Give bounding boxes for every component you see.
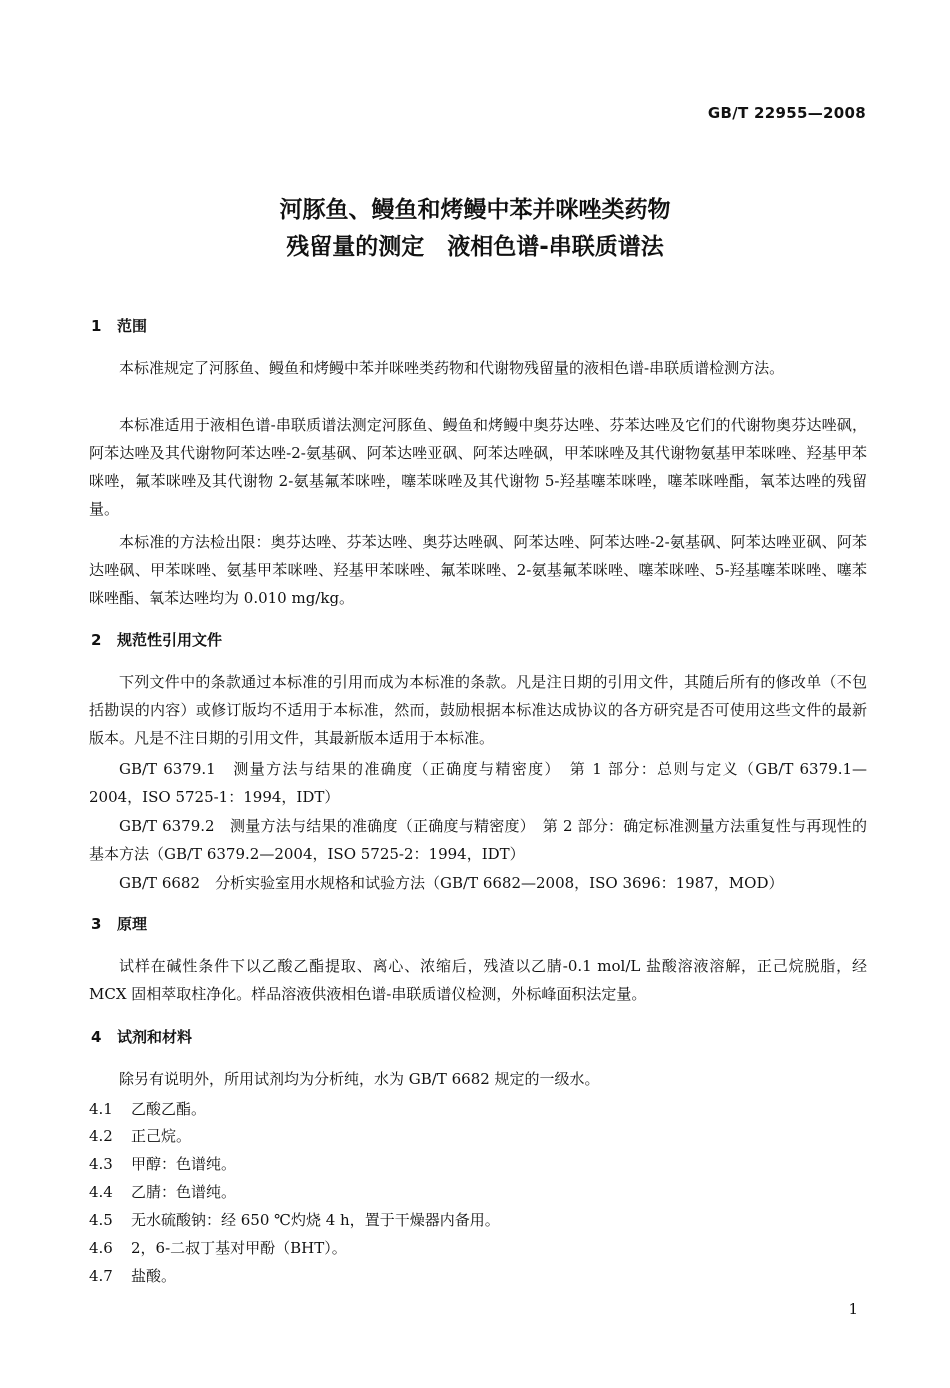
list-item: 4.3 甲醇：色谱纯。 [89,1155,237,1173]
paragraph: 本标准规定了河豚鱼、鳗鱼和烤鳗中苯并咪唑类药物和代谢物残留量的液相色谱-串联质谱检测方法。 [119,359,785,377]
list-item: 4.1 乙酸乙酯。 [89,1100,207,1118]
section-title: 试剂和材料 [117,1028,193,1046]
paragraph: 下列文件中的条款通过本标准的引用而成为本标准的条款。凡是注日期的引用文件，其随后所有的修改单（不包括勘误的内容）或修订版均不适用于本标准，然而，鼓励根据本标准达成协议的各方研究是否可使用这些文件的最新版本。凡是不注日期的引用文件，其最新版本适用于本标准。 [89,673,867,747]
section-heading-scope [91,315,147,336]
list-item: 4.6 2，6-二叔丁基对甲酚（BHT）。 [89,1239,347,1257]
page-number: 1 [848,1300,858,1318]
document-title [0,192,950,266]
section-heading-normative-references [91,629,222,650]
section-title: 规范性引用文件 [117,631,223,649]
section-heading-principle [91,913,147,934]
section-number: 1 [91,317,102,335]
section-number: 2 [91,631,102,649]
title-line-2: 残留量的测定 液相色谱-串联质谱法 [286,234,664,260]
paragraph: 试样在碱性条件下以乙酸乙酯提取、离心、浓缩后，残渣以乙腈-0.1 mol/L 盐酸溶液溶解，正己烷脱脂，经 MCX 固相萃取柱净化。样品溶液供液相色谱-串联质谱仪检测，外标峰面积法定量。 [89,957,867,1003]
list-item: 4.7 盐酸。 [89,1267,177,1285]
section-heading-reagents [91,1026,192,1047]
section-title: 范围 [117,317,148,335]
paragraph: 本标准的方法检出限：奥芬达唑、芬苯达唑、奥芬达唑砜、阿苯达唑、阿苯达唑-2-氨基砜、阿苯达唑亚砜、阿苯达唑砜、甲苯咪唑、氨基甲苯咪唑、羟基甲苯咪唑、氟苯咪唑、2-氨基氟苯咪唑、噻苯咪唑、5-羟基噻苯咪唑、噻苯咪唑酯、氧苯达唑均为 0.010 mg/kg。 [89,533,867,607]
reference-entry: GB/T 6379.2 测量方法与结果的准确度（正确度与精密度） 第 2 部分：确定标准测量方法重复性与再现性的基本方法（GB/T 6379.2—2004，ISO 5725-2：1994，IDT） [89,817,867,863]
list-item: 4.4 乙腈：色谱纯。 [89,1183,237,1201]
list-item: 4.5 无水硫酸钠：经 650 ℃灼烧 4 h，置于干燥器内备用。 [89,1211,500,1229]
paragraph: 除另有说明外，所用试剂均为分析纯，水为 GB/T 6682 规定的一级水。 [119,1070,600,1088]
section-title: 原理 [117,915,148,933]
section-number: 4 [91,1028,102,1046]
section-number: 3 [91,915,102,933]
reference-entry: GB/T 6379.1 测量方法与结果的准确度（正确度与精密度） 第 1 部分：总则与定义（GB/T 6379.1—2004，ISO 5725-1：1994，IDT） [89,760,867,806]
paragraph: 本标准适用于液相色谱-串联质谱法测定河豚鱼、鳗鱼和烤鳗中奥芬达唑、芬苯达唑及它们的代谢物奥芬达唑砜，阿苯达唑及其代谢物阿苯达唑-2-氨基砜、阿苯达唑亚砜、阿苯达唑砜，甲苯咪唑及其代谢物氨基甲苯咪唑、羟基甲苯咪唑，氟苯咪唑及其代谢物 2-氨基氟苯咪唑，噻苯咪唑及其代谢物 5-羟基噻苯咪唑，噻苯咪唑酯，氧苯达唑的残留量。 [89,416,867,518]
list-item: 4.2 正己烷。 [89,1127,192,1145]
title-line-1: 河豚鱼、鳗鱼和烤鳗中苯并咪唑类药物 [279,197,671,223]
standard-code: GB/T 22955—2008 [707,104,866,122]
reference-entry: GB/T 6682 分析实验室用水规格和试验方法（GB/T 6682—2008，ISO 3696：1987，MOD） [119,874,784,892]
